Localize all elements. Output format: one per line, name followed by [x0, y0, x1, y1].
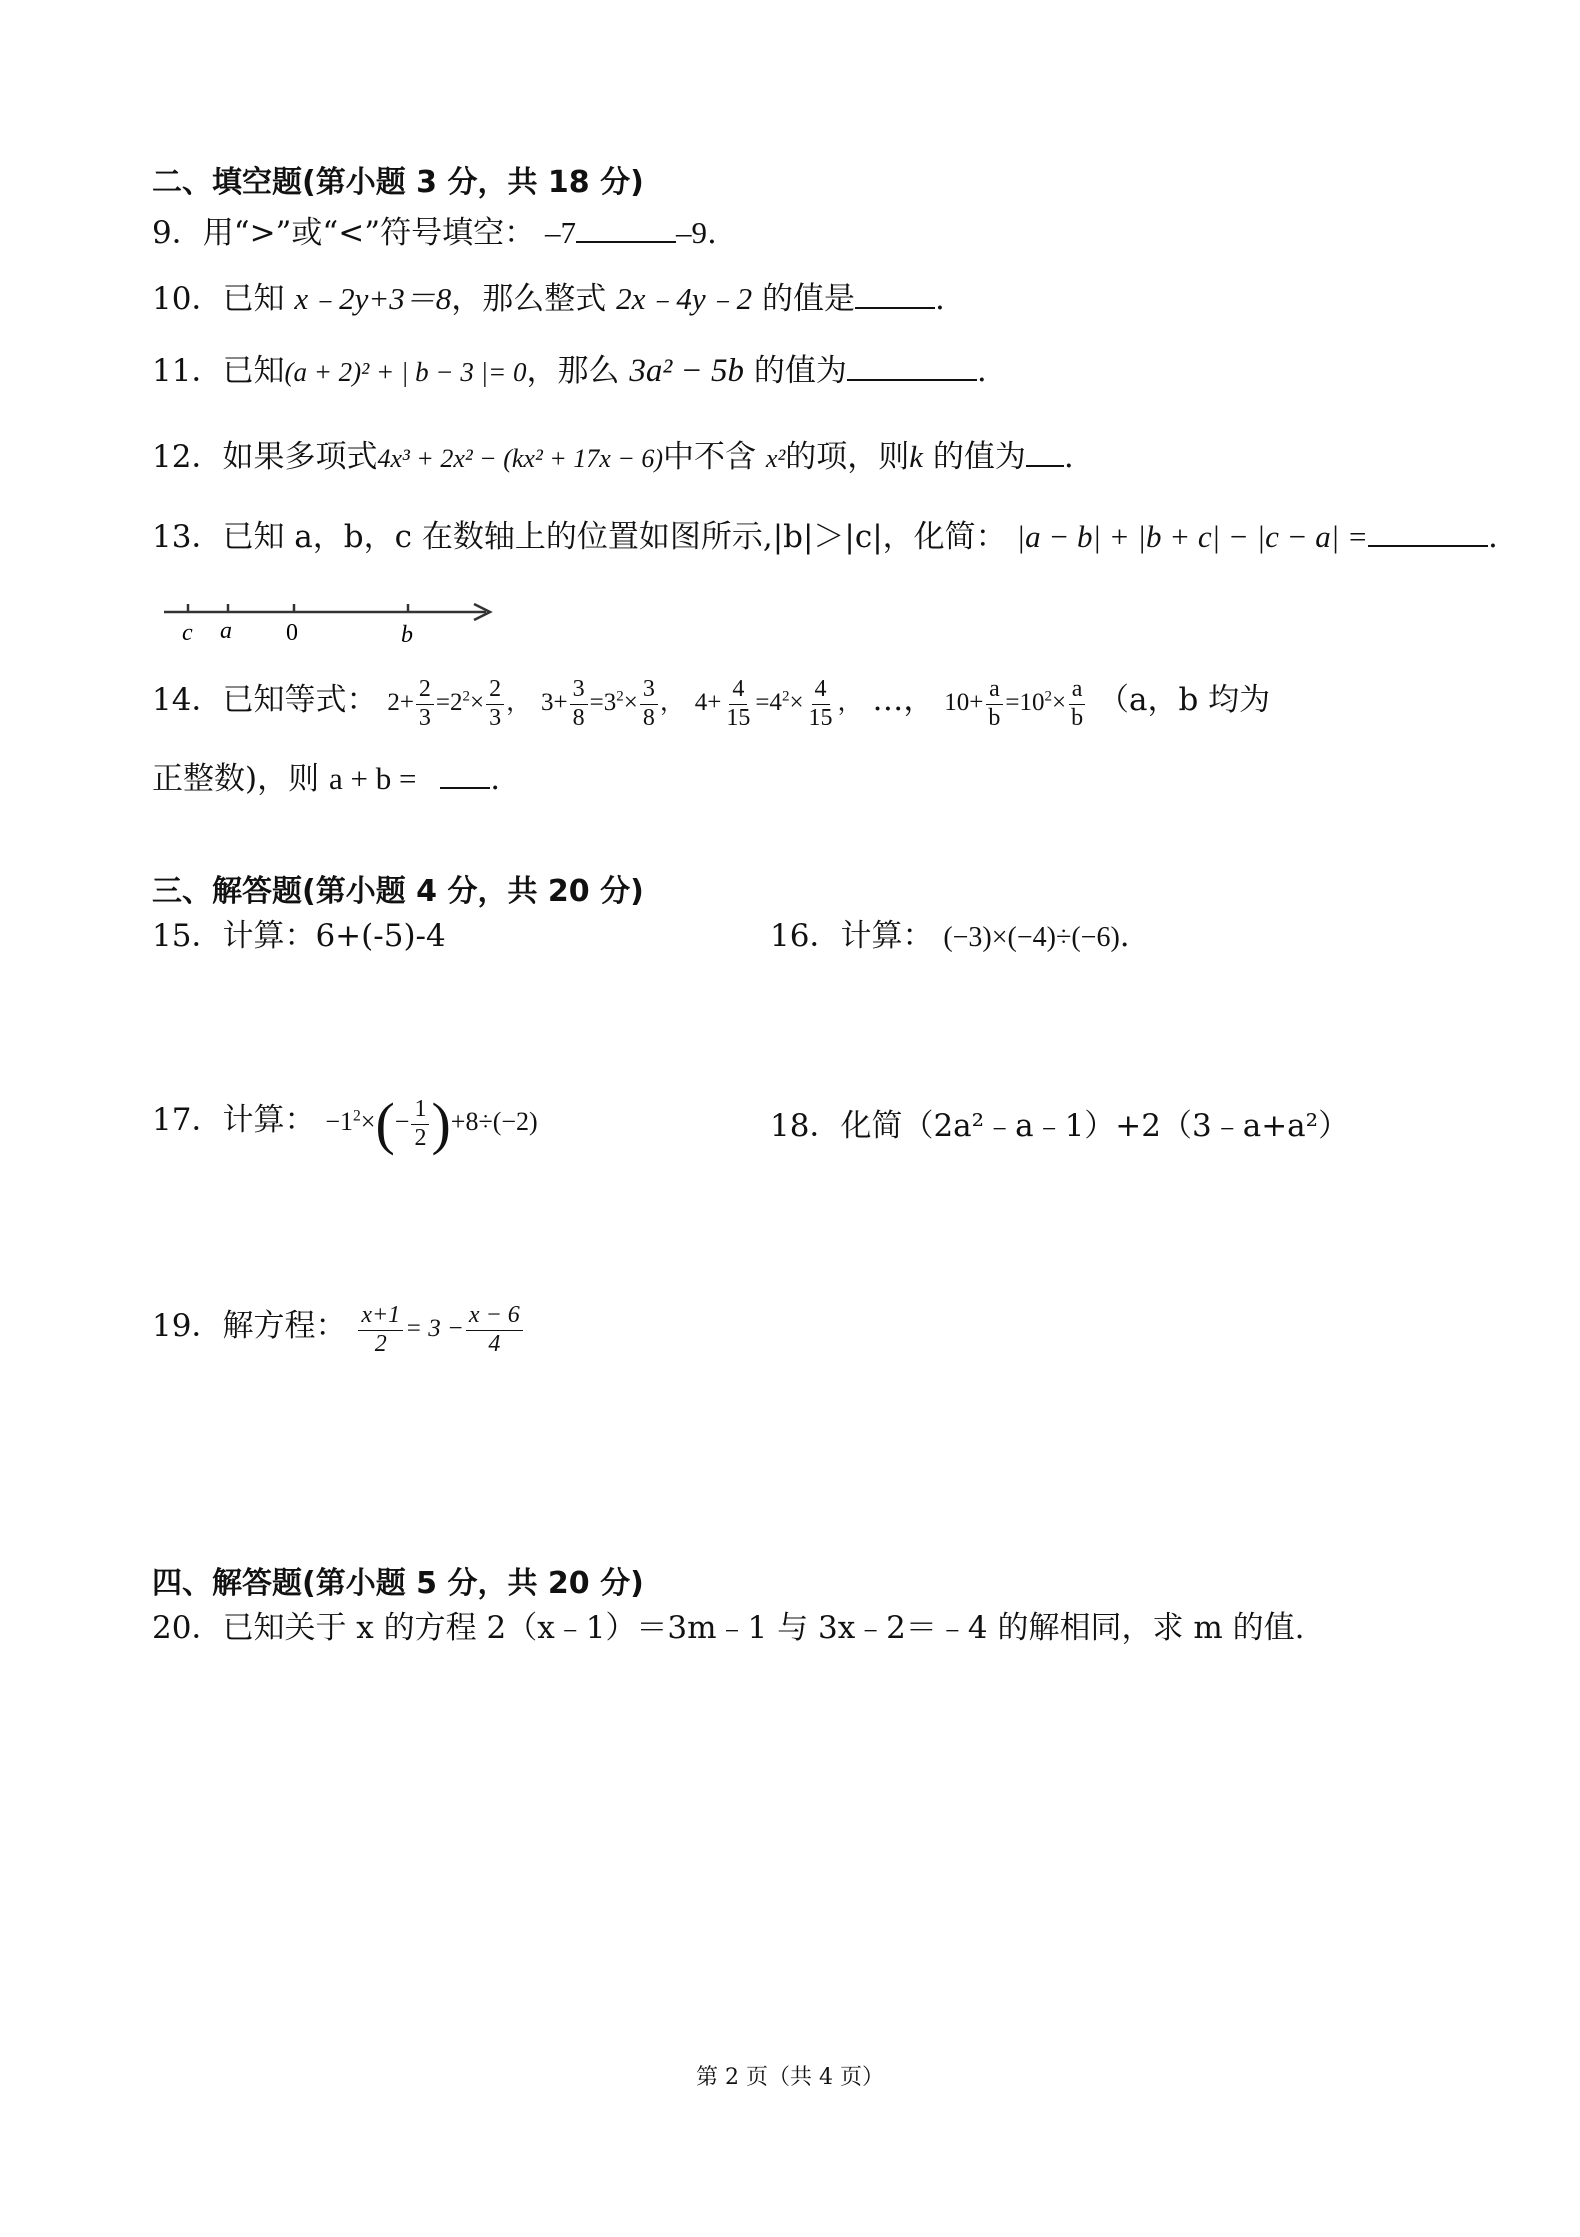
q10-period: .	[935, 281, 945, 317]
question-9	[152, 214, 717, 252]
q19-equation: $\frac{x+1}{2}$ = 3 − $\frac{x - 6}{4}$	[356, 1315, 524, 1342]
q10-expression: 2x﹣4y﹣2	[616, 281, 753, 316]
q14-line2-text: 正整数)，则	[152, 761, 320, 797]
q18-text: 化简（2a²﹣a﹣1）+2（3﹣a+a²）	[840, 1108, 1350, 1144]
q12-k: k	[909, 439, 924, 474]
q9-blank[interactable]	[576, 215, 676, 243]
q9-left: –7	[544, 215, 576, 250]
q9-number: 9．	[152, 215, 203, 251]
axis-label-0: 0	[286, 620, 298, 646]
q12-suffix: 的项，则	[785, 439, 910, 475]
q17-part-a: −1	[325, 1107, 353, 1137]
q20-number: 20．	[152, 1610, 223, 1646]
question-10	[152, 280, 945, 318]
question-18	[770, 1108, 1349, 1145]
q16-expression: (−3)×(−4)÷(−6)	[943, 922, 1120, 953]
q11-suffix: 的值为	[753, 353, 847, 389]
q13-prefix: 已知 a，b，c 在数轴上的位置如图所示,|b|＞|c|，化简：	[222, 519, 1007, 555]
q14-condition: （a，b 均为	[1097, 681, 1271, 718]
q12-middle: 中不含	[663, 439, 757, 475]
section-heading-solve-4: 三、解答题(第小题 4 分，共 20 分)	[152, 874, 644, 909]
q11-middle: ，那么	[526, 353, 620, 389]
q12-suffix2: 的值为	[932, 439, 1026, 475]
q14-eq4: 10+ $\frac{a}{b}$ $=10^2\times$ $\frac{a}{b}$	[944, 689, 1088, 716]
q16-number: 16．	[770, 918, 841, 954]
q17-expression: $-1^2\times(-$ $\frac{1}{2}$ )+8÷(−2)	[325, 1091, 538, 1157]
q17-times: ×	[360, 1107, 376, 1137]
q19-text: 解方程：	[222, 1307, 347, 1344]
q10-middle: ，那么整式	[451, 281, 607, 317]
q13-number: 13．	[152, 519, 223, 555]
question-14-line2	[152, 760, 500, 798]
q12-prefix: 如果多项式	[222, 439, 378, 475]
question-19	[152, 1302, 525, 1358]
section-heading-solve-5: 四、解答题(第小题 5 分，共 20 分)	[152, 1566, 644, 1601]
page-footer: 第 2 页（共 4 页）	[696, 2065, 884, 2090]
question-12	[152, 438, 1074, 476]
q10-suffix: 的值是	[762, 281, 855, 317]
q9-period: .	[706, 215, 717, 251]
q19-number: 19．	[152, 1307, 223, 1344]
q17-part-c: +8÷(−2)	[450, 1107, 538, 1137]
axis-label-a: a	[220, 618, 232, 644]
q11-number: 11．	[152, 353, 223, 389]
q14-eq3: 4+ $\frac{4}{15}$ $=4^2\times$ $\frac{4}{15}$ ，	[694, 676, 863, 731]
q9-prompt: 用“>”或“<”符号填空：	[202, 215, 536, 251]
q12-blank[interactable]	[1026, 439, 1064, 467]
number-line-figure	[160, 588, 500, 648]
q10-prefix: 已知	[222, 281, 285, 317]
q13-blank[interactable]	[1368, 519, 1488, 547]
q15-number: 15．	[152, 918, 223, 954]
question-17	[152, 1091, 538, 1157]
q14-prefix: 已知等式：	[222, 681, 378, 718]
q12-period: .	[1063, 439, 1074, 475]
q11-blank[interactable]	[847, 353, 977, 381]
q14-eq2: 3+ $\frac{3}{8}$ $=3^2\times$ $\frac{3}{8}$ ，	[541, 676, 685, 731]
q14-eq1: 2+ $\frac{2}{3}$ $=2^2\times$ $\frac{2}{3}$ ，	[387, 676, 532, 731]
q11-prefix: 已知	[222, 353, 285, 389]
axis-label-c: c	[182, 620, 193, 646]
q17-number: 17．	[152, 1102, 223, 1139]
q17-text: 计算：	[222, 1102, 316, 1139]
q16-text: 计算：	[840, 918, 934, 954]
q14-number: 14．	[152, 681, 223, 718]
q14-ask: a + b =	[328, 761, 417, 796]
q12-term: x²	[765, 444, 786, 473]
q11-period: .	[976, 353, 987, 389]
question-13	[152, 518, 1498, 556]
q11-expression: 3a² − 5b	[629, 353, 745, 389]
question-16	[770, 918, 1130, 955]
q10-equation: x﹣2y+3＝8	[294, 281, 452, 316]
q10-blank[interactable]	[855, 281, 935, 309]
q9-right: –9	[675, 215, 707, 250]
q14-blank[interactable]	[440, 761, 490, 789]
q10-number: 10．	[152, 281, 223, 317]
axis-label-b: b	[401, 622, 413, 648]
question-15	[152, 918, 446, 955]
question-14	[152, 676, 1270, 732]
q12-polynomial: 4x³ + 2x² − (kx² + 17x − 6)	[377, 444, 664, 473]
q13-expression: |a − b| + |b + c| − |c − a| =	[1016, 519, 1368, 554]
section-heading-fill: 二、填空题(第小题 3 分，共 18 分)	[152, 165, 644, 200]
q14-ellipsis: …，	[872, 681, 935, 718]
q15-text: 计算：6+(-5)-4	[222, 918, 446, 954]
question-11	[152, 352, 987, 392]
q16-period: .	[1119, 918, 1130, 954]
q18-number: 18．	[770, 1108, 841, 1144]
q13-period: .	[1487, 519, 1498, 555]
q12-number: 12．	[152, 439, 223, 475]
q20-text: 已知关于 x 的方程 2（x﹣1）＝3m﹣1 与 3x﹣2＝﹣4 的解相同，求 m 的值.	[222, 1610, 1305, 1646]
q14-period: .	[490, 761, 501, 797]
question-20	[152, 1610, 1304, 1647]
q11-condition: (a + 2)² + | b − 3 |= 0	[284, 357, 527, 387]
